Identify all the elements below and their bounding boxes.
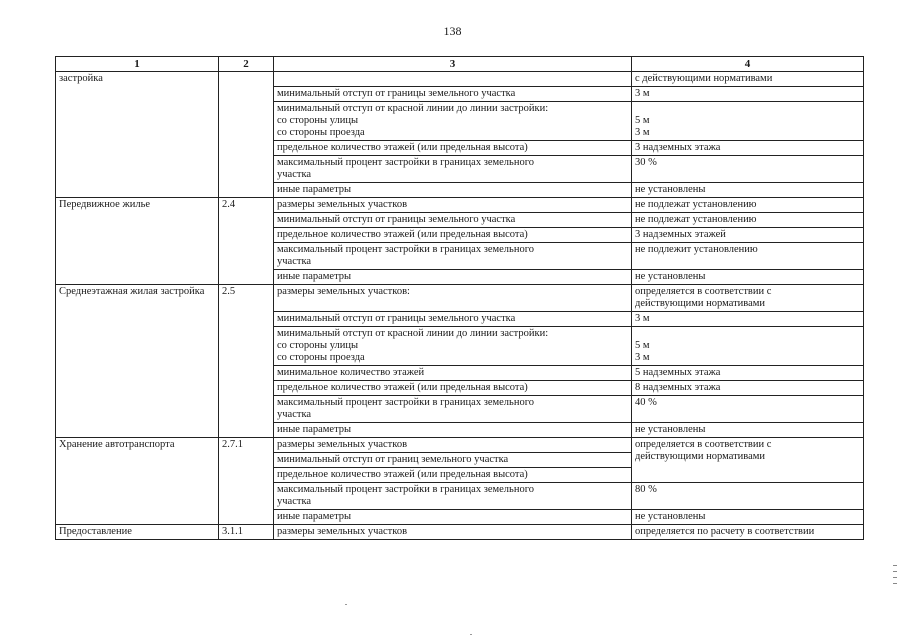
- value-line: 3 надземных этажа: [635, 142, 721, 153]
- value-line: не установлены: [635, 424, 706, 435]
- column-header-2: 2: [219, 57, 274, 72]
- zone-type-code: 2.5: [219, 285, 274, 438]
- parameter-line: иные параметры: [277, 271, 352, 282]
- parameter-line: минимальный отступ от красной линии до линии застройки:: [277, 328, 549, 339]
- value-line: 8 надземных этажа: [635, 382, 721, 393]
- value-cell: [632, 483, 864, 510]
- column-header-1: 1: [56, 57, 219, 72]
- value-line: действующими нормативами: [635, 298, 766, 309]
- parameter-cell: [274, 270, 632, 285]
- value-line: определяется в соответствии с: [635, 286, 772, 297]
- parameter-line: предельное количество этажей (или предельная высота): [277, 382, 528, 393]
- value-line: 3 м: [635, 352, 650, 363]
- parameter-line: участка: [277, 256, 312, 267]
- value-cell: [632, 381, 864, 396]
- value-line: не установлены: [635, 271, 706, 282]
- margin-marks: [893, 560, 899, 600]
- parameter-cell: [274, 243, 632, 270]
- zone-type-code: 2.7.1: [219, 438, 274, 525]
- parameter-cell: [274, 525, 632, 540]
- value-cell: [632, 72, 864, 87]
- parameter-cell: [274, 228, 632, 243]
- parameter-line: со стороны улицы: [277, 340, 359, 351]
- parameter-cell: [274, 285, 632, 312]
- parameter-cell: [274, 423, 632, 438]
- table-body: [56, 72, 864, 540]
- value-line: 3 м: [635, 313, 650, 324]
- parameter-line: со стороны улицы: [277, 115, 359, 126]
- value-line: не установлены: [635, 511, 706, 522]
- table-row: [56, 285, 864, 312]
- value-line: 3 м: [635, 88, 650, 99]
- value-cell: [632, 213, 864, 228]
- parameter-cell: [274, 327, 632, 366]
- parameter-line: участка: [277, 169, 312, 180]
- value-cell: [632, 228, 864, 243]
- value-cell: [632, 87, 864, 102]
- parameter-line: иные параметры: [277, 511, 352, 522]
- parameter-line: со стороны проезда: [277, 127, 365, 138]
- table-header-row: [56, 57, 864, 72]
- land-use-regulations-table: [55, 56, 864, 540]
- zone-type-code: 3.1.1: [219, 525, 274, 540]
- parameter-cell: [274, 396, 632, 423]
- value-line: 30 %: [635, 157, 657, 168]
- parameter-line: минимальное количество этажей: [277, 367, 425, 378]
- value-cell: [632, 366, 864, 381]
- value-cell: [632, 243, 864, 270]
- parameter-cell: [274, 438, 632, 453]
- zone-type-name: Предоставление: [56, 525, 219, 540]
- zone-type-name: застройка: [56, 72, 219, 198]
- parameter-cell: [274, 183, 632, 198]
- parameter-cell: [274, 213, 632, 228]
- parameter-line: минимальный отступ от границы земельного участка: [277, 88, 516, 99]
- value-line: 5 надземных этажа: [635, 367, 721, 378]
- value-cell: [632, 312, 864, 327]
- parameter-line: размеры земельных участков: [277, 526, 408, 537]
- value-line: с действующими нормативами: [635, 73, 773, 84]
- value-cell: [632, 327, 864, 366]
- table-row: [56, 198, 864, 213]
- parameter-cell: [274, 312, 632, 327]
- value-line: 3 надземных этажей: [635, 229, 726, 240]
- value-cell: [632, 525, 864, 540]
- value-cell: [632, 198, 864, 213]
- value-line: [635, 103, 860, 115]
- value-cell: [632, 270, 864, 285]
- parameter-line: максимальный процент застройки в границах земельного: [277, 244, 535, 255]
- parameter-cell: [274, 87, 632, 102]
- parameter-cell: [274, 72, 632, 87]
- value-cell: [632, 183, 864, 198]
- parameter-line: иные параметры: [277, 184, 352, 195]
- parameter-cell: [274, 198, 632, 213]
- table-row: [56, 72, 864, 87]
- parameter-line: предельное количество этажей (или предельная высота): [277, 142, 528, 153]
- value-line: 5 м: [635, 340, 650, 351]
- parameter-line: минимальный отступ от границы земельного участка: [277, 214, 516, 225]
- value-cell: [632, 396, 864, 423]
- column-header-3: 3: [274, 57, 632, 72]
- value-cell: [632, 141, 864, 156]
- value-line: 3 м: [635, 127, 650, 138]
- value-line: действующими нормативами: [635, 451, 766, 462]
- scan-speck: [470, 634, 472, 635]
- value-line: 80 %: [635, 484, 657, 495]
- zone-type-name: Передвижное жилье: [56, 198, 219, 285]
- scan-speck: [345, 604, 347, 605]
- value-cell: [632, 438, 864, 483]
- value-cell: [632, 285, 864, 312]
- value-line: [635, 328, 860, 340]
- parameter-cell: [274, 102, 632, 141]
- parameter-line: предельное количество этажей (или предельная высота): [277, 469, 528, 480]
- parameter-cell: [274, 483, 632, 510]
- value-cell: [632, 156, 864, 183]
- value-line: не подлежат установлению: [635, 199, 757, 210]
- parameter-line: размеры земельных участков: [277, 199, 408, 210]
- parameter-line: предельное количество этажей (или предельная высота): [277, 229, 528, 240]
- column-header-4: 4: [632, 57, 864, 72]
- parameter-cell: [274, 366, 632, 381]
- value-cell: [632, 423, 864, 438]
- page-number: 138: [443, 24, 462, 38]
- parameter-cell: [274, 141, 632, 156]
- table-row: [56, 525, 864, 540]
- table-row: [56, 438, 864, 453]
- value-line: определяется в соответствии с: [635, 439, 772, 450]
- zone-type-name: Среднеэтажная жилая застройка: [56, 285, 219, 438]
- parameter-line: минимальный отступ от границы земельного участка: [277, 313, 516, 324]
- parameter-line: со стороны проезда: [277, 352, 365, 363]
- parameter-line: иные параметры: [277, 424, 352, 435]
- parameter-cell: [274, 468, 632, 483]
- zone-type-code: [219, 72, 274, 198]
- value-line: не подлежат установлению: [635, 214, 757, 225]
- zone-type-code: 2.4: [219, 198, 274, 285]
- parameter-line: участка: [277, 496, 312, 507]
- value-line: не подлежит установлению: [635, 244, 758, 255]
- value-cell: [632, 102, 864, 141]
- parameter-line: максимальный процент застройки в границах земельного: [277, 484, 535, 495]
- parameter-line: максимальный процент застройки в границах земельного: [277, 157, 535, 168]
- parameter-cell: [274, 453, 632, 468]
- parameter-line: минимальный отступ от красной линии до линии застройки:: [277, 103, 549, 114]
- parameter-cell: [274, 510, 632, 525]
- value-line: определяется по расчету в соответствии: [635, 526, 815, 537]
- parameter-line: участка: [277, 409, 312, 420]
- parameter-line: минимальный отступ от границ земельного участка: [277, 454, 509, 465]
- parameter-cell: [274, 381, 632, 396]
- value-line: не установлены: [635, 184, 706, 195]
- zone-type-name: Хранение автотранспорта: [56, 438, 219, 525]
- parameter-line: размеры земельных участков:: [277, 286, 410, 297]
- value-cell: [632, 510, 864, 525]
- parameter-cell: [274, 156, 632, 183]
- value-line: 40 %: [635, 397, 657, 408]
- parameter-line: максимальный процент застройки в границах земельного: [277, 397, 535, 408]
- value-line: 5 м: [635, 115, 650, 126]
- parameter-line: размеры земельных участков: [277, 439, 408, 450]
